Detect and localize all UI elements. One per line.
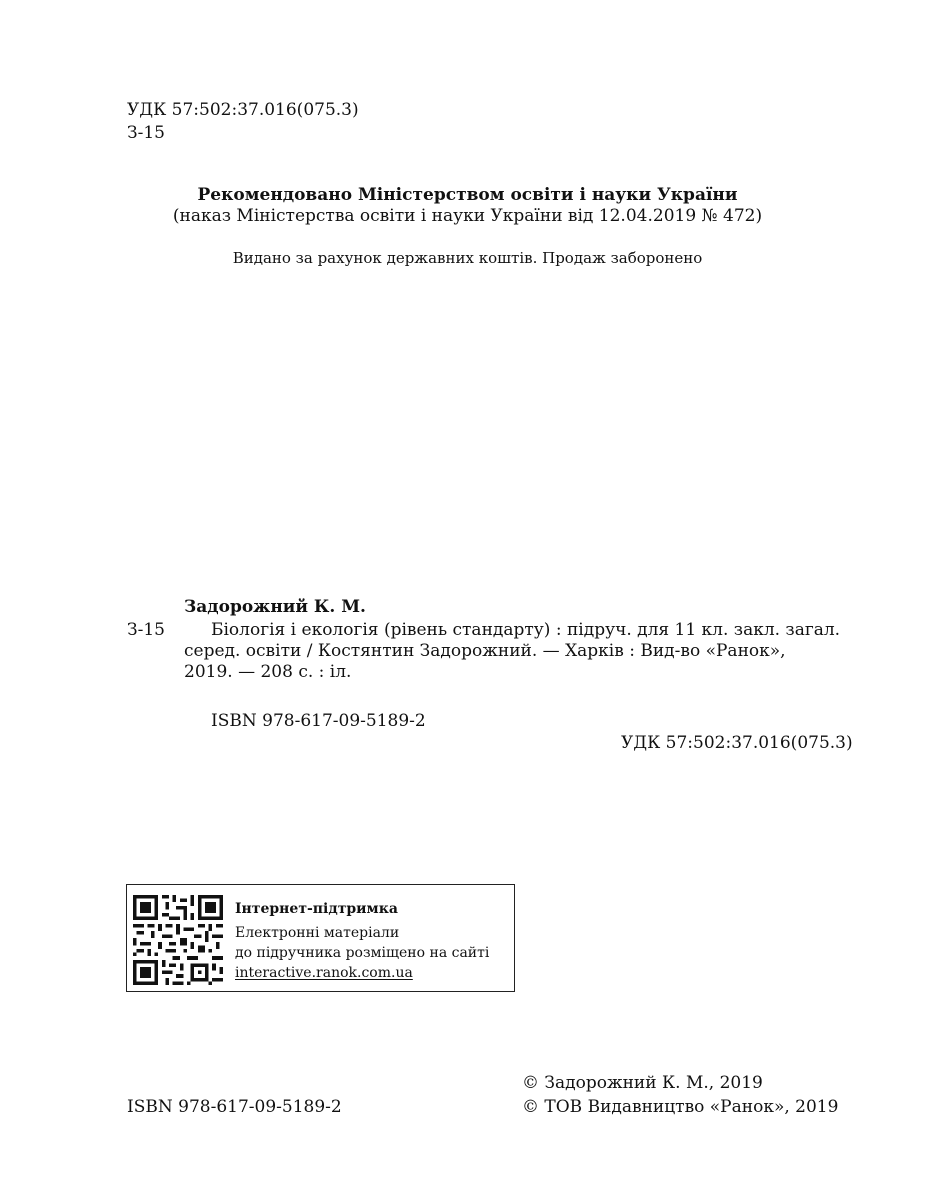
catalog-line1: Біологія і екологія (рівень стандарту) : підруч. для 11 кл. закл. загал. (211, 620, 841, 640)
footer-isbn: ISBN 978-617-09-5189-2 (127, 1097, 342, 1117)
header-udk: УДК 57:502:37.016(075.3) (127, 100, 359, 120)
catalog-code: З-15 (127, 620, 165, 640)
qr-code-icon[interactable] (133, 895, 223, 985)
catalog-line3: 2019. — 208 с. : іл. (184, 662, 352, 682)
funding-note: Видано за рахунок державних коштів. Продаж заборонено (232, 249, 703, 267)
catalog-udk: УДК 57:502:37.016(075.3) (621, 733, 853, 753)
header-code: З-15 (127, 123, 165, 143)
catalog-line2: серед. освіти / Костянтин Задорожний. — Харків : Вид-во «Ранок», (184, 641, 786, 661)
copyright-author: © Задорожний К. М., 2019 (522, 1073, 763, 1093)
catalog-isbn: ISBN 978-617-09-5189-2 (211, 711, 426, 731)
recommendation-line2: (наказ Міністерства освіти і науки України від 12.04.2019 № 472) (172, 206, 763, 226)
support-line2: до підручника розміщено на сайті (235, 945, 490, 961)
internet-support-box (126, 884, 515, 992)
support-line1: Електронні матеріали (235, 925, 400, 941)
recommendation-line1: Рекомендовано Міністерством освіти і науки України (197, 185, 738, 205)
support-link[interactable]: interactive.ranok.com.ua (235, 965, 413, 981)
copyright-publisher: © ТОВ Видавництво «Ранок», 2019 (522, 1097, 839, 1117)
support-title: Інтернет-підтримка (235, 901, 398, 917)
catalog-author: Задорожний К. М. (184, 597, 366, 617)
